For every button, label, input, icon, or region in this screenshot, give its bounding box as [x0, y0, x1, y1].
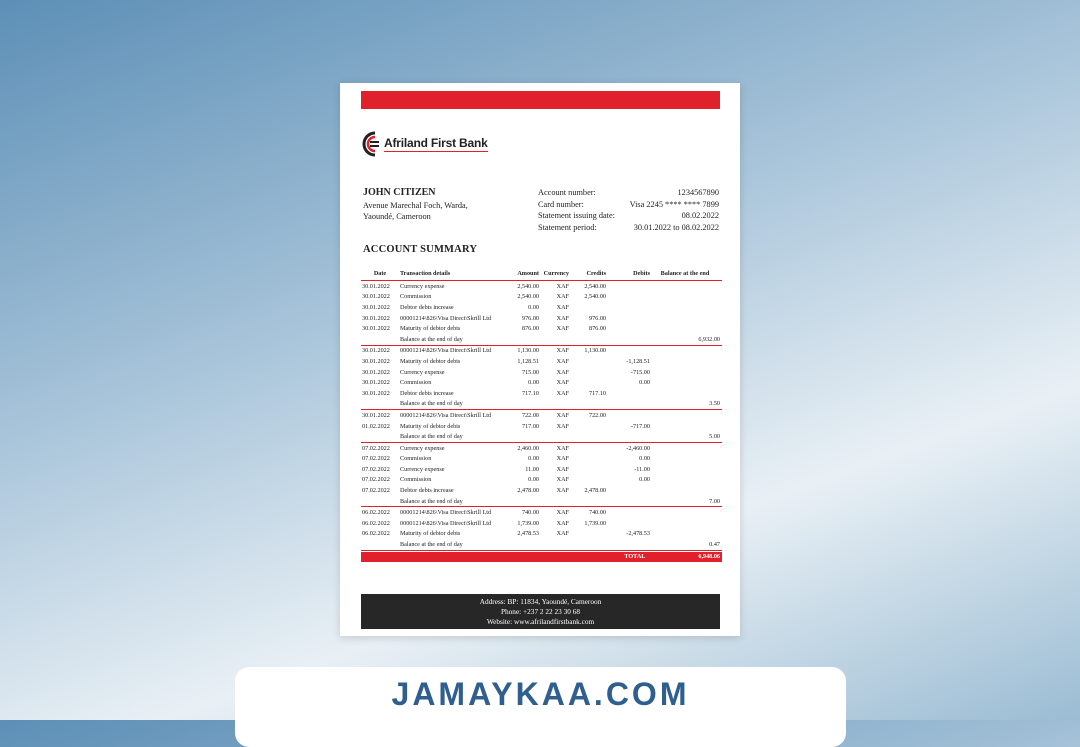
- cell-details: 00001214\826\Visa Direct\Skrill Ltd: [400, 509, 492, 517]
- cell-date: 30.01.2022: [362, 303, 390, 311]
- account-row: [538, 222, 719, 234]
- cell-date: 07.02.2022: [362, 455, 390, 463]
- cell-credits: 976.00: [588, 314, 606, 322]
- header-red-bar: [361, 91, 720, 109]
- cell-balance: 5.00: [709, 433, 720, 441]
- account-row: [538, 210, 719, 222]
- cell-date: 06.02.2022: [362, 530, 390, 538]
- cell-date: 07.02.2022: [362, 476, 390, 484]
- cell-currency: XAF: [556, 465, 569, 473]
- cell-currency: XAF: [556, 422, 569, 430]
- cell-details: Commission: [400, 379, 432, 387]
- brand-text: JAMAYKAA.COM: [391, 676, 690, 712]
- cell-date: 01.02.2022: [362, 422, 390, 430]
- account-row: [538, 199, 719, 211]
- cell-date: 06.02.2022: [362, 519, 390, 527]
- table-row: [361, 507, 722, 518]
- cell-date: 30.01.2022: [362, 379, 390, 387]
- table-row: [361, 302, 722, 313]
- cell-details: 00001214\826\Visa Direct\Skrill Ltd: [400, 519, 492, 527]
- cell-details: 00001214\826\Visa Direct\Skrill Ltd: [400, 314, 492, 322]
- table-row: [361, 443, 722, 454]
- cell-amount: 0.00: [528, 379, 539, 387]
- cell-details: Maturity of debtor debts: [400, 325, 461, 333]
- table-row: [361, 475, 722, 486]
- cell-debits: -2,478.53: [626, 530, 650, 538]
- cell-balance: 6,932.00: [698, 335, 720, 343]
- cell-date: 30.01.2022: [362, 368, 390, 376]
- balance-row: [361, 431, 722, 443]
- cell-currency: XAF: [556, 314, 569, 322]
- cell-amount: 2,460.00: [517, 444, 539, 452]
- cell-amount: 715.00: [521, 368, 539, 376]
- account-label: Card number:: [538, 199, 584, 209]
- cell-balance: 7.00: [709, 497, 720, 505]
- cell-currency: XAF: [556, 476, 569, 484]
- cell-date: 07.02.2022: [362, 444, 390, 452]
- cell-currency: XAF: [556, 519, 569, 527]
- cell-debits: -11.00: [634, 465, 650, 473]
- cell-currency: XAF: [556, 444, 569, 452]
- cell-amount: 0.00: [528, 303, 539, 311]
- header-credits: Credits: [586, 270, 606, 277]
- summary-title: ACCOUNT SUMMARY: [363, 244, 478, 255]
- cell-amount: 1,739.00: [517, 519, 539, 527]
- cell-amount: 740.00: [521, 509, 539, 517]
- cell-amount: 876.00: [521, 325, 539, 333]
- client-address-line1: Avenue Marechal Foch, Warda,: [363, 200, 468, 210]
- cell-credits: 1,130.00: [584, 347, 606, 355]
- cell-debits: -2,460.00: [626, 444, 650, 452]
- cell-amount: 1,128.51: [517, 357, 539, 365]
- cell-date: 07.02.2022: [362, 487, 390, 495]
- cell-currency: XAF: [556, 357, 569, 365]
- cell-amount: 11.00: [525, 465, 539, 473]
- cell-amount: 0.00: [528, 455, 539, 463]
- cell-currency: XAF: [556, 509, 569, 517]
- account-label: Statement issuing date:: [538, 211, 615, 220]
- footer-phone: Phone: +237 2 22 23 30 68: [500, 606, 581, 616]
- footer-address: Address: BP: 11834, Yaoundé, Cameroon: [479, 597, 602, 606]
- cell-currency: XAF: [556, 347, 569, 355]
- table-row: [361, 464, 722, 475]
- table-row: [361, 485, 722, 496]
- cell-details: Debtor debts increase: [400, 389, 454, 397]
- table-row: [361, 292, 722, 303]
- header-currency: Currency: [543, 270, 569, 277]
- footer-website: Website: www.afrilandfirstbank.com: [486, 616, 595, 626]
- cell-balance: 0.47: [709, 541, 720, 549]
- cell-details: Currency expense: [400, 282, 445, 290]
- cell-details: Debtor debts increase: [400, 487, 454, 495]
- bank-logo-icon: [361, 131, 381, 157]
- cell-date: 30.01.2022: [362, 293, 390, 301]
- cell-currency: XAF: [556, 455, 569, 463]
- cell-details: Commission: [400, 293, 432, 301]
- cell-debits: 0.00: [639, 476, 650, 484]
- table-row: [361, 346, 722, 357]
- cell-details: Currency expense: [400, 444, 445, 452]
- header-date: Date: [373, 270, 387, 277]
- table-header: [361, 267, 722, 281]
- table-row: [361, 388, 722, 399]
- cell-currency: XAF: [556, 487, 569, 495]
- client-address-line2: Yaoundé, Cameroon: [363, 212, 431, 221]
- table-row: [361, 281, 722, 292]
- cell-balance: 3.50: [709, 400, 720, 408]
- cell-details: 00001214\826\Visa Direct\Skrill Ltd: [400, 347, 492, 355]
- cell-currency: XAF: [556, 379, 569, 387]
- total-value: 6,948.06: [698, 553, 720, 561]
- account-value: 08.02.2022: [681, 211, 719, 220]
- table-row: [361, 529, 722, 540]
- cell-debits: -717.00: [630, 422, 650, 430]
- cell-date: 30.01.2022: [362, 325, 390, 333]
- cell-amount: 976.00: [521, 314, 539, 322]
- cell-details: Balance at the end of day: [400, 433, 463, 441]
- cell-credits: 2,540.00: [584, 282, 606, 290]
- cell-date: 30.01.2022: [362, 314, 390, 322]
- balance-row: [361, 539, 722, 551]
- cell-amount: 717.00: [521, 422, 539, 430]
- cell-date: 30.01.2022: [362, 282, 390, 290]
- balance-row: [361, 496, 722, 508]
- cell-credits: 2,478.00: [584, 487, 606, 495]
- header-details: Transaction details: [400, 270, 451, 277]
- total-label: TOTAL: [624, 553, 646, 561]
- cell-details: Balance at the end of day: [400, 400, 463, 408]
- cell-details: Commission: [400, 455, 432, 463]
- account-label: Account number:: [538, 188, 596, 197]
- cell-credits: 2,540.00: [584, 293, 606, 301]
- cell-date: 30.01.2022: [362, 389, 390, 397]
- header-amount: Amount: [517, 270, 539, 277]
- cell-amount: 2,540.00: [517, 282, 539, 290]
- brand-banner: [235, 667, 846, 747]
- cell-credits: 740.00: [588, 509, 606, 517]
- cell-details: Balance at the end of day: [400, 335, 463, 343]
- cell-currency: XAF: [556, 325, 569, 333]
- balance-row: [361, 334, 722, 346]
- cell-credits: 1,739.00: [584, 519, 606, 527]
- table-row: [361, 454, 722, 465]
- cell-details: Balance at the end of day: [400, 541, 463, 549]
- table-row: [361, 410, 722, 421]
- cell-credits: 722.00: [588, 411, 606, 419]
- cell-currency: XAF: [556, 389, 569, 397]
- cell-details: Balance at the end of day: [400, 497, 463, 505]
- cell-amount: 2,478.00: [517, 487, 539, 495]
- cell-details: Maturity of debtor debts: [400, 530, 461, 538]
- account-value: 1234567890: [677, 188, 719, 197]
- cell-details: Commission: [400, 476, 432, 484]
- cell-currency: XAF: [556, 293, 569, 301]
- account-details: [538, 187, 719, 233]
- cell-date: 06.02.2022: [362, 509, 390, 517]
- bank-name: Afriland First Bank: [384, 136, 488, 150]
- cell-amount: 0.00: [528, 476, 539, 484]
- cell-credits: 876.00: [588, 325, 606, 333]
- cell-debits: -715.00: [630, 368, 650, 376]
- bank-logo: [361, 130, 488, 158]
- account-row: [538, 187, 719, 199]
- cell-currency: XAF: [556, 411, 569, 419]
- cell-details: Maturity of debtor debts: [400, 357, 461, 365]
- account-label: Statement period:: [538, 222, 597, 232]
- cell-currency: XAF: [556, 368, 569, 376]
- cell-currency: XAF: [556, 282, 569, 290]
- transactions-table: [361, 267, 722, 562]
- cell-currency: XAF: [556, 530, 569, 538]
- cell-details: Maturity of debtor debts: [400, 422, 461, 430]
- cell-details: Debtor debts increase: [400, 303, 454, 311]
- cell-amount: 717.10: [521, 389, 539, 397]
- cell-date: 30.01.2022: [362, 411, 390, 419]
- cell-date: 30.01.2022: [362, 357, 390, 365]
- statement-page: [340, 83, 740, 636]
- cell-credits: 717.10: [588, 389, 606, 397]
- cell-debits: -1,128.51: [626, 357, 650, 365]
- cell-date: 30.01.2022: [362, 347, 390, 355]
- cell-date: 07.02.2022: [362, 465, 390, 473]
- total-row: [361, 552, 722, 562]
- table-row: [361, 518, 722, 529]
- account-value: 30.01.2022 to 08.02.2022: [633, 222, 719, 232]
- cell-details: 00001214\826\Visa Direct\Skrill Ltd: [400, 411, 492, 419]
- client-name: JOHN CITIZEN: [363, 187, 436, 198]
- client-info: [363, 187, 468, 223]
- cell-details: Currency expense: [400, 368, 445, 376]
- cell-amount: 722.00: [521, 411, 539, 419]
- cell-details: Currency expense: [400, 465, 445, 473]
- table-row: [361, 421, 722, 432]
- header-balance: Balance at the end: [660, 270, 710, 277]
- cell-amount: 2,478.53: [517, 530, 539, 538]
- table-row: [361, 367, 722, 378]
- cell-debits: 0.00: [639, 455, 650, 463]
- cell-amount: 1,130.00: [517, 347, 539, 355]
- header-debits: Debits: [633, 270, 650, 277]
- footer: [361, 594, 720, 629]
- account-value: Visa 2245 **** **** 7899: [629, 199, 719, 209]
- table-row: [361, 323, 722, 334]
- cell-debits: 0.00: [639, 379, 650, 387]
- table-row: [361, 313, 722, 324]
- table-row: [361, 356, 722, 367]
- table-body: [361, 281, 722, 551]
- cell-amount: 2,540.00: [517, 293, 539, 301]
- table-row: [361, 377, 722, 388]
- cell-currency: XAF: [556, 303, 569, 311]
- balance-row: [361, 399, 722, 411]
